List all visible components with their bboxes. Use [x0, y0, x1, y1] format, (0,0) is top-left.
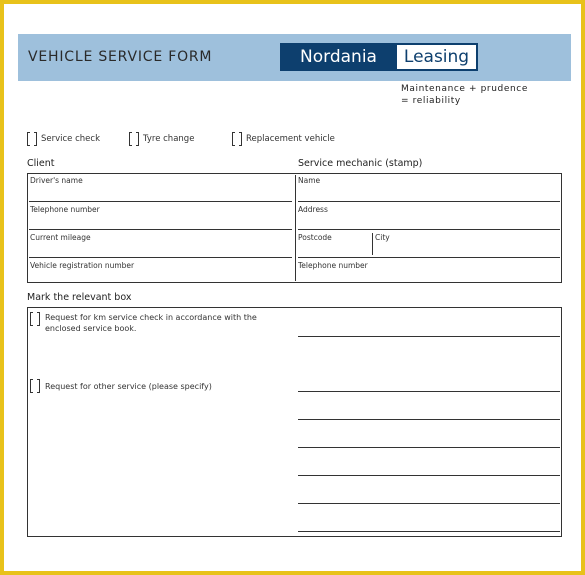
checkbox-icon[interactable] [30, 379, 40, 393]
column-divider [295, 175, 296, 281]
checkbox-tyre-change[interactable] [129, 132, 194, 146]
checkbox-service-check[interactable] [27, 132, 100, 146]
mechanic-name-label: Name [298, 176, 321, 185]
other-service-text: Request for other service (please specify) [45, 382, 212, 391]
checkbox-replacement-vehicle[interactable] [232, 132, 335, 146]
client-heading: Client [27, 158, 55, 169]
checkbox-label: Service check [41, 134, 101, 144]
specify-line-2[interactable] [298, 391, 560, 392]
checkbox-km-service[interactable] [30, 312, 44, 326]
tagline-line-1: Maintenance + prudence [401, 84, 528, 94]
mechanic-city-label: City [375, 233, 390, 242]
logo-primary-text: Nordania [280, 43, 397, 71]
drivers-name-label: Driver's name [30, 176, 83, 185]
tagline [401, 83, 528, 107]
tagline-line-2: = reliability [401, 96, 461, 106]
km-service-line-2: enclosed service book. [45, 324, 137, 333]
checkbox-label: Tyre change [143, 134, 195, 144]
mechanic-postcode-label: Postcode [298, 233, 332, 242]
checkbox-icon[interactable] [27, 132, 37, 146]
logo-secondary-text: Leasing [397, 43, 478, 71]
mechanic-address-line[interactable] [298, 229, 560, 230]
specify-line-1[interactable] [298, 336, 560, 337]
current-mileage-label: Current mileage [30, 233, 91, 242]
checkbox-icon[interactable] [30, 312, 40, 326]
mechanic-postcode-line[interactable] [298, 257, 560, 258]
mechanic-telephone-label: Telephone number [298, 261, 368, 270]
current-mileage-line[interactable] [29, 257, 292, 258]
mechanic-name-line[interactable] [298, 201, 560, 202]
km-service-text [45, 312, 257, 334]
mechanic-heading: Service mechanic (stamp) [298, 158, 423, 169]
specify-line-5[interactable] [298, 475, 560, 476]
vehicle-registration-label: Vehicle registration number [30, 261, 135, 270]
specify-line-7[interactable] [298, 531, 560, 532]
mechanic-address-label: Address [298, 205, 328, 214]
client-telephone-label: Telephone number [30, 205, 100, 214]
drivers-name-line[interactable] [29, 201, 292, 202]
client-telephone-line[interactable] [29, 229, 292, 230]
checkbox-icon[interactable] [129, 132, 139, 146]
checkbox-icon[interactable] [232, 132, 242, 146]
checkbox-label: Replacement vehicle [246, 134, 335, 144]
km-service-line-1: Request for km service check in accordance with the [45, 313, 257, 322]
specify-line-3[interactable] [298, 419, 560, 420]
header-band [18, 34, 571, 81]
postcode-city-divider [372, 233, 373, 255]
relevant-box-heading: Mark the relevant box [27, 292, 132, 303]
specify-line-6[interactable] [298, 503, 560, 504]
checkbox-other-service[interactable] [30, 379, 44, 393]
nordania-leasing-logo [280, 43, 478, 71]
form-title: VEHICLE SERVICE FORM [28, 49, 213, 65]
specify-line-4[interactable] [298, 447, 560, 448]
form-sheet [4, 4, 581, 571]
